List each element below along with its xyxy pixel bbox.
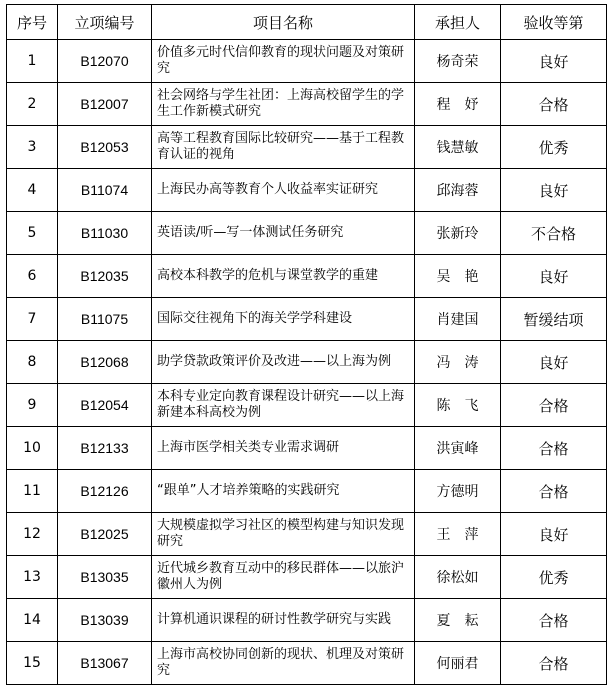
project-code: B12025 xyxy=(58,513,152,556)
acceptance-grade: 优秀 xyxy=(501,126,607,169)
project-owner: 冯 涛 xyxy=(415,341,501,384)
project-owner: 程 妤 xyxy=(415,83,501,126)
project-owner: 陈 飞 xyxy=(415,384,501,427)
row-index: 11 xyxy=(7,470,58,513)
header-index: 序号 xyxy=(7,5,58,40)
project-name: 社会网络与学生社团：上海高校留学生的学生工作新模式研究 xyxy=(152,83,415,126)
row-index: 1 xyxy=(7,40,58,83)
project-name: 本科专业定向教育课程设计研究——以上海新建本科高校为例 xyxy=(152,384,415,427)
table-row xyxy=(7,298,607,341)
project-owner: 张新玲 xyxy=(415,212,501,255)
acceptance-grade: 不合格 xyxy=(501,212,607,255)
project-code: B13035 xyxy=(58,556,152,599)
acceptance-grade: 暂缓结项 xyxy=(501,298,607,341)
row-index: 7 xyxy=(7,298,58,341)
project-name: 上海民办高等教育个人收益率实证研究 xyxy=(152,169,415,212)
project-code: B12035 xyxy=(58,255,152,298)
row-index: 13 xyxy=(7,556,58,599)
project-name: 价值多元时代信仰教育的现状问题及对策研究 xyxy=(152,40,415,83)
acceptance-grade: 良好 xyxy=(501,40,607,83)
project-code: B12070 xyxy=(58,40,152,83)
acceptance-grade: 良好 xyxy=(501,255,607,298)
table-row xyxy=(7,427,607,470)
header-project-code: 立项编号 xyxy=(58,5,152,40)
acceptance-grade: 良好 xyxy=(501,169,607,212)
project-owner: 肖建国 xyxy=(415,298,501,341)
table-row xyxy=(7,255,607,298)
acceptance-grade: 合格 xyxy=(501,384,607,427)
table-row xyxy=(7,599,607,642)
acceptance-grade: 合格 xyxy=(501,470,607,513)
project-name: 上海市高校协同创新的现状、机理及对策研究 xyxy=(152,642,415,685)
table-row xyxy=(7,470,607,513)
table-row xyxy=(7,642,607,685)
project-owner: 何丽君 xyxy=(415,642,501,685)
project-owner: 王 萍 xyxy=(415,513,501,556)
project-owner: 方德明 xyxy=(415,470,501,513)
acceptance-grade: 合格 xyxy=(501,427,607,470)
project-name: 英语读/听—写一体测试任务研究 xyxy=(152,212,415,255)
table-row xyxy=(7,556,607,599)
row-index: 9 xyxy=(7,384,58,427)
project-code: B11075 xyxy=(58,298,152,341)
project-acceptance-table xyxy=(6,4,607,685)
table-row xyxy=(7,126,607,169)
row-index: 15 xyxy=(7,642,58,685)
project-code: B11074 xyxy=(58,169,152,212)
project-name: 计算机通识课程的研讨性教学研究与实践 xyxy=(152,599,415,642)
project-name: 高等工程教育国际比较研究——基于工程教育认证的视角 xyxy=(152,126,415,169)
project-name: 近代城乡教育互动中的移民群体——以旅沪徽州人为例 xyxy=(152,556,415,599)
row-index: 12 xyxy=(7,513,58,556)
table-row xyxy=(7,341,607,384)
project-name: 上海市医学相关类专业需求调研 xyxy=(152,427,415,470)
row-index: 14 xyxy=(7,599,58,642)
project-code: B12054 xyxy=(58,384,152,427)
project-name: 高校本科教学的危机与课堂教学的重建 xyxy=(152,255,415,298)
project-code: B11030 xyxy=(58,212,152,255)
project-name: “跟单”人才培养策略的实践研究 xyxy=(152,470,415,513)
row-index: 4 xyxy=(7,169,58,212)
acceptance-grade: 优秀 xyxy=(501,556,607,599)
project-code: B13067 xyxy=(58,642,152,685)
project-owner: 夏 耘 xyxy=(415,599,501,642)
header-owner: 承担人 xyxy=(415,5,501,40)
project-owner: 吴 艳 xyxy=(415,255,501,298)
row-index: 10 xyxy=(7,427,58,470)
project-owner: 杨奇荣 xyxy=(415,40,501,83)
table-row xyxy=(7,40,607,83)
row-index: 6 xyxy=(7,255,58,298)
project-owner: 钱慧敏 xyxy=(415,126,501,169)
acceptance-grade: 合格 xyxy=(501,83,607,126)
row-index: 2 xyxy=(7,83,58,126)
acceptance-grade: 合格 xyxy=(501,599,607,642)
acceptance-grade: 良好 xyxy=(501,341,607,384)
project-code: B13039 xyxy=(58,599,152,642)
table-row xyxy=(7,83,607,126)
table-row xyxy=(7,212,607,255)
project-code: B12007 xyxy=(58,83,152,126)
project-code: B12126 xyxy=(58,470,152,513)
table-row xyxy=(7,513,607,556)
row-index: 3 xyxy=(7,126,58,169)
row-index: 5 xyxy=(7,212,58,255)
header-project-name: 项目名称 xyxy=(152,5,415,40)
project-code: B12068 xyxy=(58,341,152,384)
row-index: 8 xyxy=(7,341,58,384)
table-row xyxy=(7,169,607,212)
project-name: 国际交往视角下的海关学学科建设 xyxy=(152,298,415,341)
table-row xyxy=(7,384,607,427)
header-acceptance-grade: 验收等第 xyxy=(501,5,607,40)
acceptance-grade: 合格 xyxy=(501,642,607,685)
project-code: B12133 xyxy=(58,427,152,470)
acceptance-grade: 良好 xyxy=(501,513,607,556)
project-code: B12053 xyxy=(58,126,152,169)
project-owner: 徐松如 xyxy=(415,556,501,599)
project-name: 助学贷款政策评价及改进——以上海为例 xyxy=(152,341,415,384)
project-owner: 洪寅峰 xyxy=(415,427,501,470)
project-name: 大规模虚拟学习社区的模型构建与知识发现研究 xyxy=(152,513,415,556)
table-header-row xyxy=(7,5,607,40)
project-owner: 邱海蓉 xyxy=(415,169,501,212)
